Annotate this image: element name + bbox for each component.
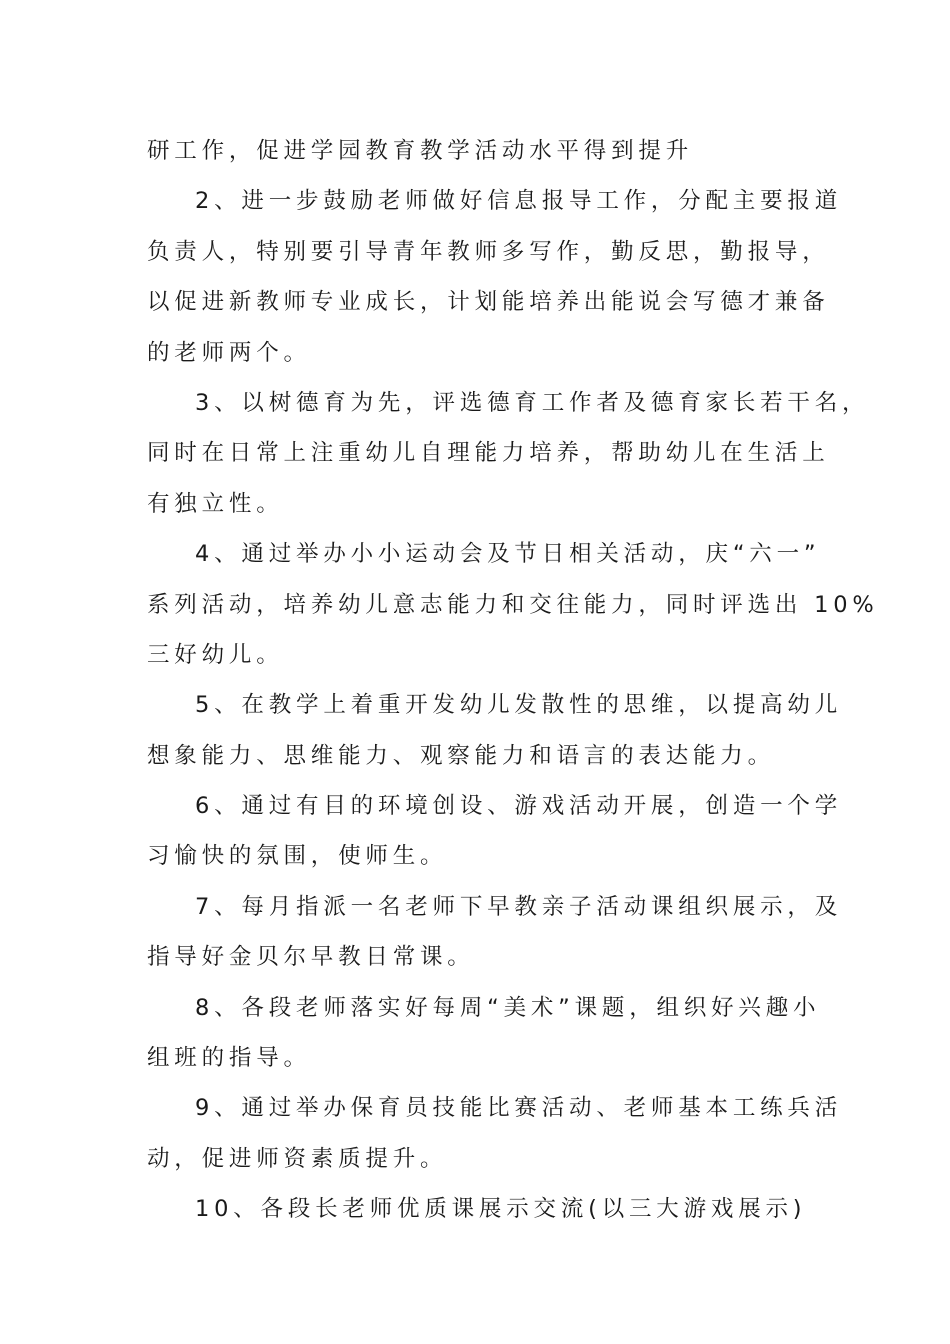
text-line: 5、在教学上着重开发幼儿发散性的思维，以提高幼儿 [195, 692, 843, 719]
text-line: 9、通过举办保育员技能比赛活动、老师基本工练兵活 [195, 1095, 843, 1122]
text-line: 想象能力、思维能力、观察能力和语言的表达能力。 [147, 742, 775, 769]
text-line: 的老师两个。 [147, 339, 311, 366]
text-line: 三好幼儿。 [147, 641, 284, 668]
text-line: 10、各段长老师优质课展示交流(以三大游戏展示) [195, 1196, 807, 1223]
text-line: 动，促进师资素质提升。 [147, 1145, 448, 1172]
text-line: 6、通过有目的环境创设、游戏活动开展，创造一个学 [195, 793, 843, 820]
text-line: 4、通过举办小小运动会及节日相关活动，庆“六一” [195, 541, 821, 568]
text-line: 7、每月指派一名老师下早教亲子活动课组织展示，及 [195, 893, 843, 920]
text-line: 2、进一步鼓励老师做好信息报导工作，分配主要报道 [195, 188, 843, 215]
text-line: 3、以树德育为先，评选德育工作者及德育家长若干名， [195, 389, 870, 416]
text-line: 习愉快的氛围，使师生。 [147, 843, 448, 870]
text-line: 系列活动，培养幼儿意志能力和交往能力，同时评选出 10% [147, 591, 879, 618]
text-line: 研工作，促进学园教育教学活动水平得到提升 [147, 138, 694, 164]
text-line: 指导好金贝尔早教日常课。 [147, 944, 475, 971]
text-line: 以促进新教师专业成长，计划能培养出能说会写德才兼备 [147, 289, 830, 316]
document-body [147, 126, 879, 1235]
text-line: 组班的指导。 [147, 1045, 311, 1072]
text-line: 8、各段老师落实好每周“美术”课题，组织好兴趣小 [195, 994, 821, 1021]
text-line: 同时在日常上注重幼儿自理能力培养，帮助幼儿在生活上 [147, 440, 830, 467]
text-line: 负责人，特别要引导青年教师多写作，勤反思，勤报导， [147, 238, 830, 265]
text-line: 有独立性。 [147, 490, 284, 517]
